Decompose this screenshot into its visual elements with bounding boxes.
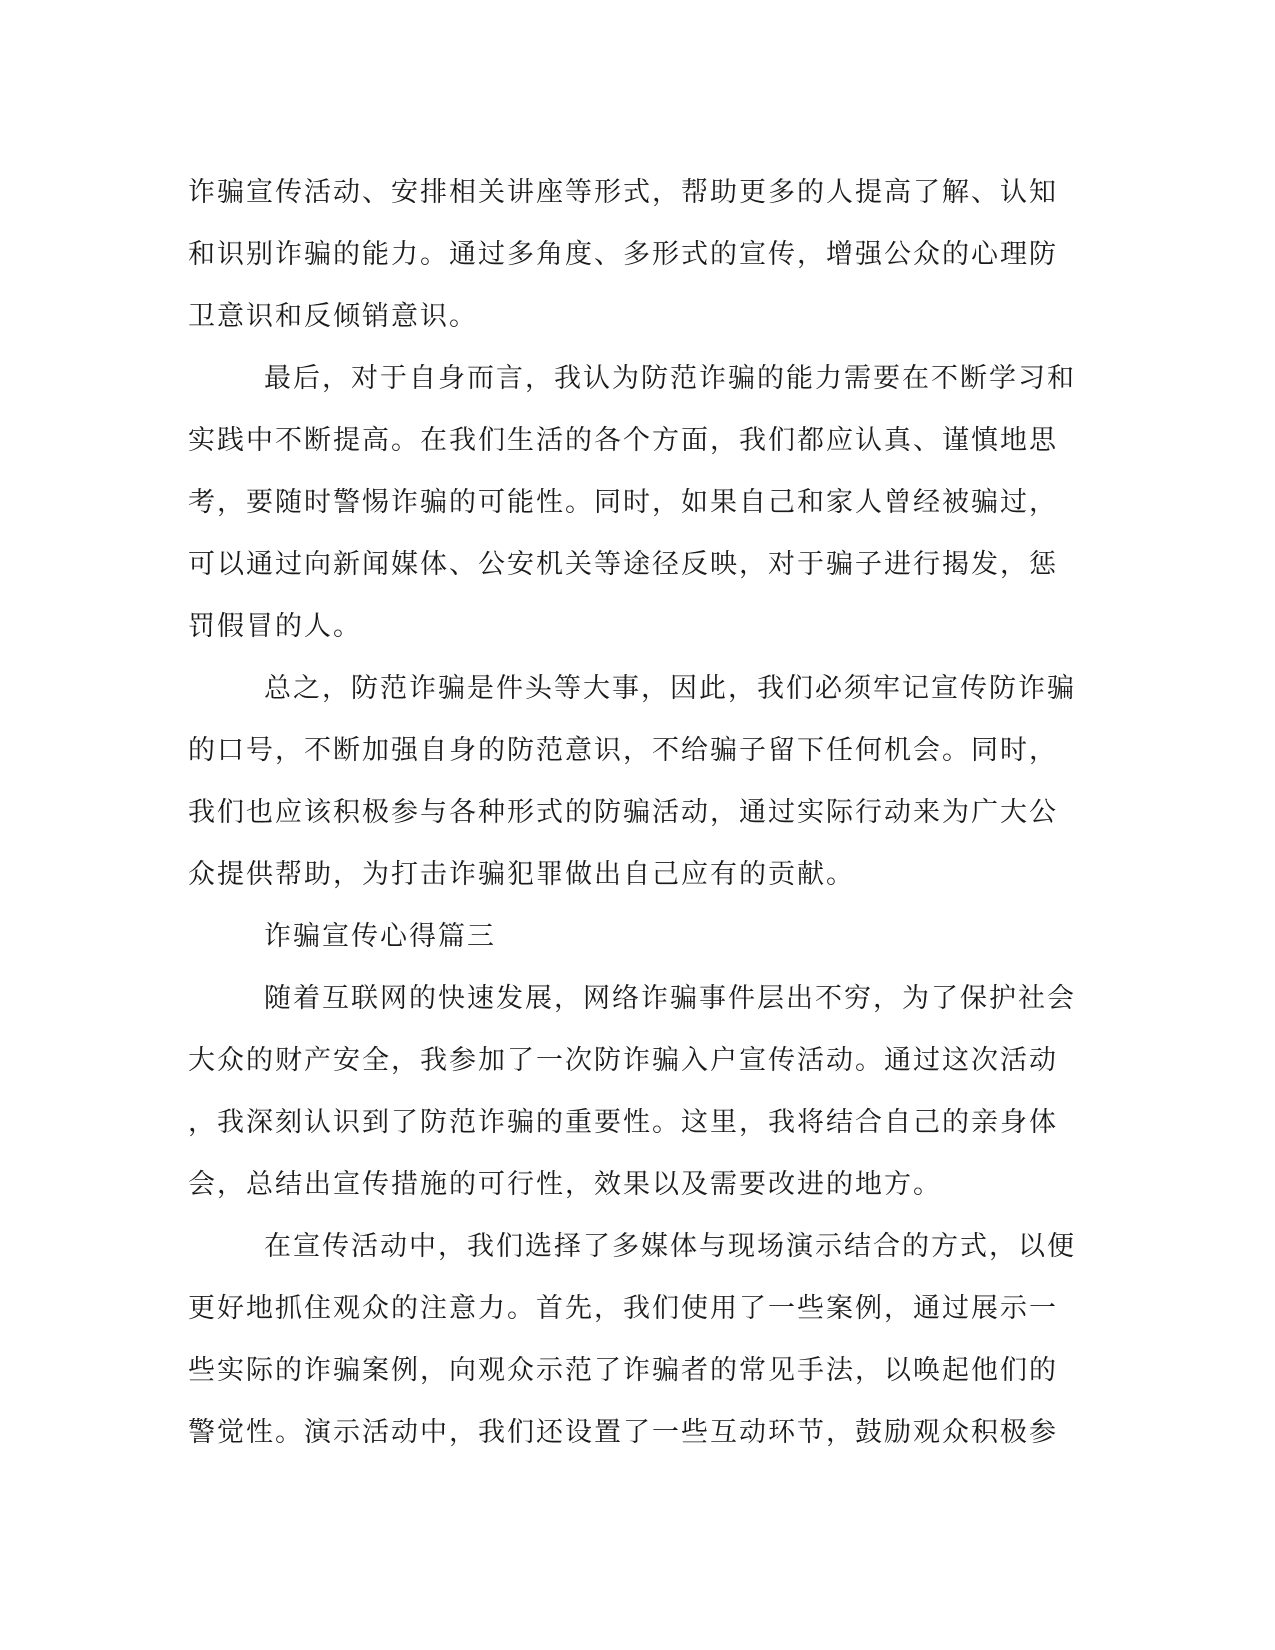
text-line: ，我深刻认识到了防范诈骗的重要性。这里，我将结合自己的亲身体 [188,1107,1058,1138]
text-line: 我们也应该积极参与各种形式的防骗活动，通过实际行动来为广大公 [188,797,1058,828]
text-line: 警觉性。演示活动中，我们还设置了一些互动环节，鼓励观众积极参 [188,1417,1058,1448]
text-line: 会，总结出宣传措施的可行性，效果以及需要改进的地方。 [188,1169,942,1200]
text-line: 和识别诈骗的能力。通过多角度、多形式的宣传，增强公众的心理防 [188,239,1058,270]
text-line: 诈骗宣传活动、安排相关讲座等形式，帮助更多的人提高了解、认知 [188,177,1058,208]
text-line: 大众的财产安全，我参加了一次防诈骗入户宣传活动。通过这次活动 [188,1045,1058,1076]
text-line: 众提供帮助，为打击诈骗犯罪做出自己应有的贡献。 [188,859,855,890]
text-line: 更好地抓住观众的注意力。首先，我们使用了一些案例，通过展示一 [188,1293,1058,1324]
text-line: 可以通过向新闻媒体、公安机关等途径反映，对于骗子进行揭发，惩 [188,549,1058,580]
paragraph-start-line: 随着互联网的快速发展，网络诈骗事件层出不穷，为了保护社会 [264,983,1076,1014]
paragraph-start-line: 总之，防范诈骗是件头等大事，因此，我们必须牢记宣传防诈骗 [264,673,1076,704]
body-text [188,162,1076,1464]
section-heading: 诈骗宣传心得篇三 [264,921,496,952]
text-line: 考，要随时警惕诈骗的可能性。同时，如果自己和家人曾经被骗过， [188,487,1058,518]
paragraph-start-line: 在宣传活动中，我们选择了多媒体与现场演示结合的方式，以便 [264,1231,1076,1262]
text-line: 卫意识和反倾销意识。 [188,301,478,332]
text-line: 实践中不断提高。在我们生活的各个方面，我们都应认真、谨慎地思 [188,425,1058,456]
text-line: 的口号，不断加强自身的防范意识，不给骗子留下任何机会。同时， [188,735,1058,766]
text-line: 些实际的诈骗案例，向观众示范了诈骗者的常见手法，以唤起他们的 [188,1355,1058,1386]
text-line: 罚假冒的人。 [188,611,362,642]
paragraph-start-line: 最后，对于自身而言，我认为防范诈骗的能力需要在不断学习和 [264,363,1076,394]
